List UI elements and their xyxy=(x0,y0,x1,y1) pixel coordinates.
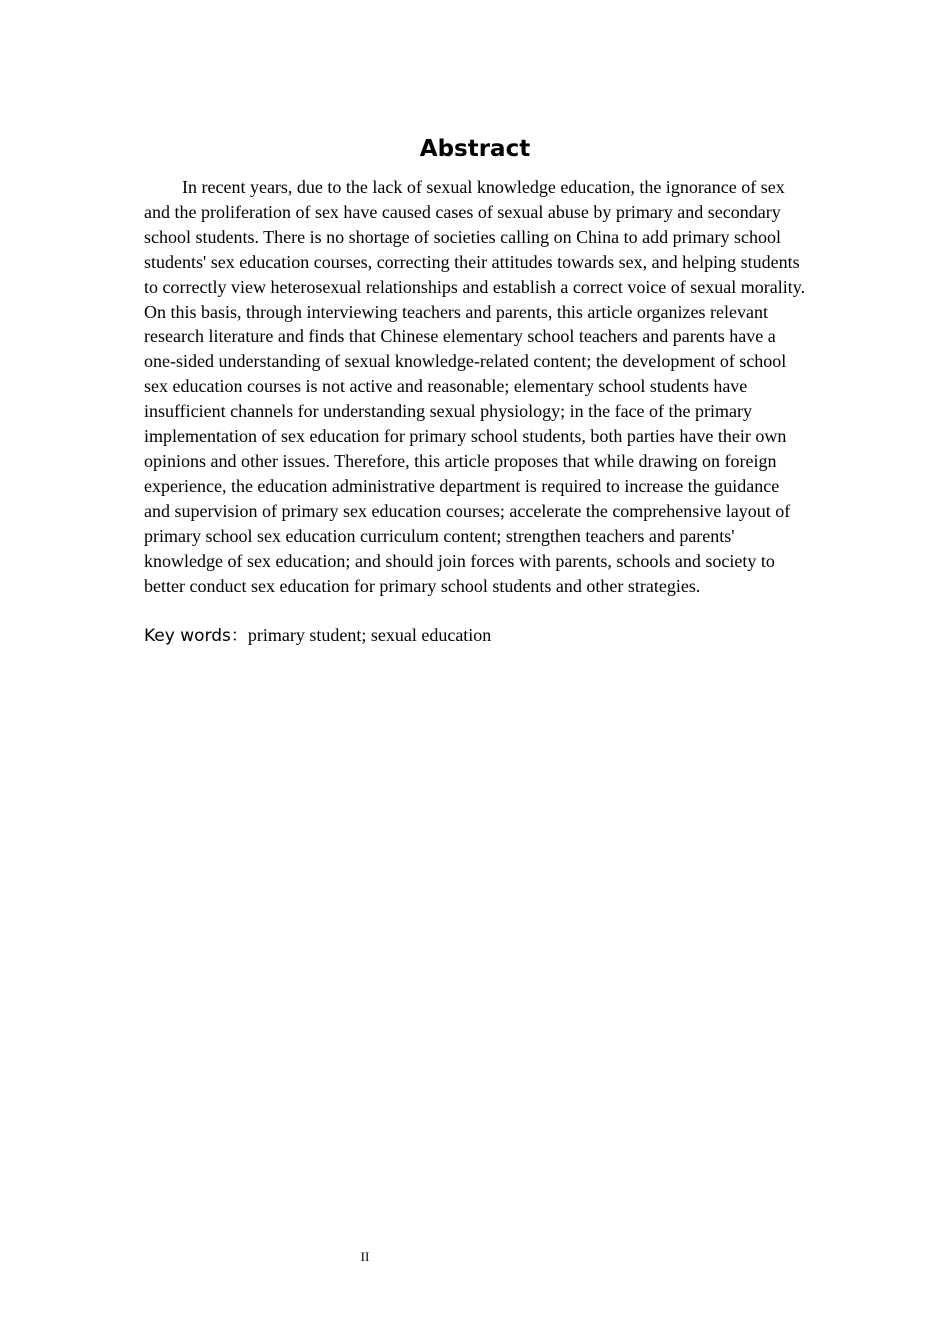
abstract-body: In recent years, due to the lack of sexual knowledge education, the ignorance of sex and the proliferation of sex have caused cases of sexual abuse by primary and secondary school students. There is no shortage of societies calling on China to add primary school students' sex education courses, correcting their attitudes towards sex, and helping students to correctly view heterosexual relationships and establish a correct voice of sexual morality. On this basis, through interviewing teachers and parents, this article organizes relevant research literature and finds that Chinese elementary school teachers and parents have a one-sided understanding of sexual knowledge-related content; the development of school sex education courses is not active and reasonable; elementary school students have insufficient channels for understanding sexual physiology; in the face of the primary implementation of sex education for primary school students, both parties have their own opinions and other issues. Therefore, this article proposes that while drawing on foreign experience, the education administrative department is required to increase the guidance and supervision of primary sex education courses; accelerate the comprehensive layout of primary school sex education curriculum content; strengthen teachers and parents' knowledge of sex education; and should join forces with parents, schools and society to better conduct sex education for primary school students and other strategies. xyxy=(144,177,806,596)
keywords-label: Key words： xyxy=(144,626,248,646)
page-number: II xyxy=(360,1249,370,1264)
keywords-value: primary student; sexual education xyxy=(247,625,492,645)
keywords-line xyxy=(144,623,806,649)
abstract-title: Abstract xyxy=(419,136,531,162)
